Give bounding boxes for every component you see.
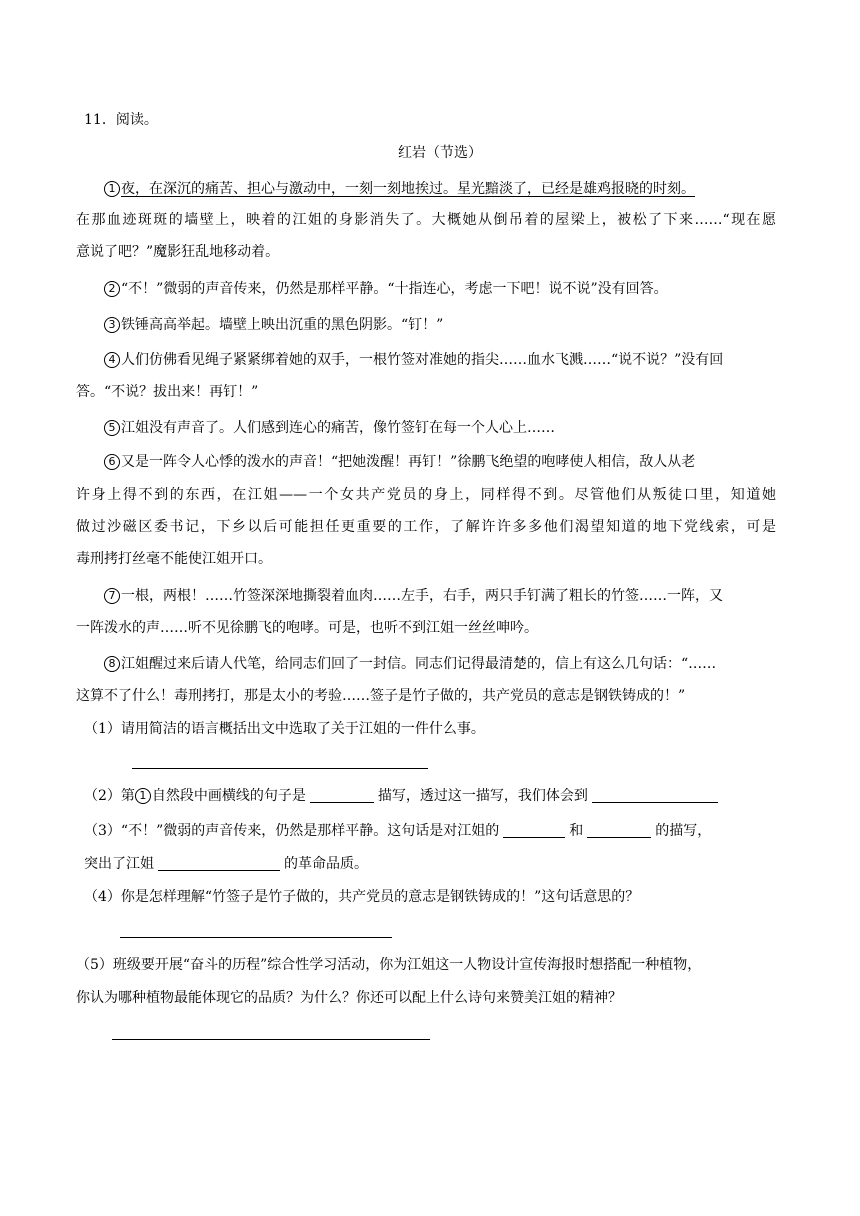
question-3-text-c: 的描写，: [655, 823, 712, 839]
paragraph-marker-1: 1: [104, 181, 120, 197]
paragraph-marker-3: 3: [104, 317, 120, 333]
answer-line-5[interactable]: [112, 1039, 430, 1040]
paragraph-1-line-2: 在那血迹斑斑的墙壁上，映着的江姐的身影消失了。大概她从倒吊着的屋梁上，被松了下来……“现在愿: [76, 212, 776, 228]
paragraph-marker-8: 8: [104, 656, 120, 672]
paragraph-2-text: “不！”微弱的声音传来，仍然是那样平静。“十指连心，考虑一下吧！说不说”没有回答。: [121, 281, 668, 297]
question-3-text-e: 的革命品质。: [284, 856, 368, 872]
paragraph-7-line-1: [104, 586, 723, 606]
passage-title: 红岩（节选）: [398, 145, 482, 161]
paragraph-3: [104, 315, 443, 335]
q2-blank-2[interactable]: [592, 788, 718, 803]
paragraph-6-line-1: [104, 452, 695, 472]
question-3-text-a: （3）“不！”微弱的声音传来，仍然是那样平静。这句话是对江姐的: [84, 823, 500, 839]
paragraph-marker-5: 5: [104, 420, 120, 436]
q3-blank-2[interactable]: [587, 823, 651, 838]
paragraph-7-line-2: 一阵泼水的声……听不见徐鹏飞的咆哮。可是，也听不到江姐一丝丝呻吟。: [76, 620, 538, 636]
paragraph-3-text: 铁锤高高举起。墙壁上映出沉重的黑色阴影。“钉！”: [121, 317, 444, 333]
question-5-line-2: 你认为哪种植物最能体现它的品质？为什么？你还可以配上什么诗句来赞美江姐的精神？: [76, 990, 622, 1006]
paragraph-8-line-1: [104, 654, 716, 674]
question-5-line-1: （5）班级要开展“奋斗的历程”综合性学习活动，你为江姐这一人物设计宣传海报时想搭配一种植物，: [76, 957, 702, 973]
question-3-text-d: 突出了江姐: [84, 856, 154, 872]
answer-line-1[interactable]: [132, 768, 428, 769]
paragraph-marker-6: 6: [104, 454, 120, 470]
paragraph-marker-7: 7: [104, 588, 120, 604]
question-2-prefix: （2）第: [84, 788, 135, 804]
question-2-paragraph-marker: 1: [135, 788, 151, 804]
paragraph-4-line-2: 答。“不说？拔出来！再钉！”: [76, 384, 259, 400]
paragraph-8-text: 江姐醒过来后请人代笔，给同志们回了一封信。同志们记得最清楚的，信上有这么几句话：“……: [121, 656, 717, 672]
question-1: （1）请用简洁的语言概括出文中选取了关于江姐的一件什么事。: [84, 721, 485, 737]
paragraph-6-line-3: 做过沙磁区委书记，下乡以后可能担任更重要的工作，了解许许多多他们渴望知道的地下党线索，可是: [76, 519, 776, 535]
paragraph-5-text: 江姐没有声音了。人们感到连心的痛苦，像竹签钉在每一个人心上……: [121, 420, 555, 436]
paragraph-6-text: 又是一阵令人心悸的泼水的声音！“把她泼醒！再钉！”徐鹏飞绝望的咆哮使人相信，敌人从老: [121, 454, 696, 470]
paragraph-6-line-4: 毒刑拷打丝毫不能使江姐开口。: [76, 551, 272, 567]
paragraph-marker-2: 2: [104, 281, 120, 297]
question-3-line-2: [84, 854, 368, 874]
question-2-text-a: 自然段中画横线的句子是: [151, 788, 306, 804]
paragraph-2: [104, 279, 668, 299]
paragraph-1-line-3: 意说了吧？”魔影狂乱地移动着。: [76, 244, 280, 260]
q2-blank-1[interactable]: [310, 788, 374, 803]
question-3-line-1: [84, 821, 711, 841]
underlined-sentence: 夜，在深沉的痛苦、担心与激动中，一刻一刻地挨过。星光黯淡了，已经是雄鸡报晓的时刻。: [121, 181, 695, 197]
paragraph-8-line-2: 这算不了什么！毒刑拷打，那是太小的考验……签子是竹子做的，共产党员的意志是钢铁铸成的！”: [76, 688, 686, 704]
paragraph-4-text: 人们仿佛看见绳子紧紧绑着她的双手，一根竹签对准她的指尖……血水飞溅……“说不说？”没有回: [121, 352, 724, 368]
q3-blank-3[interactable]: [158, 856, 280, 871]
paragraph-marker-4: 4: [104, 352, 120, 368]
paragraph-4-line-1: [104, 350, 776, 370]
question-3-text-b: 和: [569, 823, 584, 839]
paragraph-7-text: 一根，两根！……竹签深深地撕裂着血肉……左手，右手，两只手钉满了粗长的竹签……一阵，又: [121, 588, 723, 604]
question-4: （4）你是怎样理解“竹签子是竹子做的，共产党员的意志是钢铁铸成的！”这句话意思的？: [84, 889, 640, 905]
answer-line-4[interactable]: [120, 937, 392, 938]
q3-blank-1[interactable]: [503, 823, 565, 838]
question-2-text-b: 描写，透过这一描写，我们体会到: [377, 788, 588, 804]
paragraph-1-line-1: [104, 179, 695, 199]
paragraph-6-line-2: 许身上得不到的东西，在江姐——一个女共产党员的身上，同样得不到。尽管他们从叛徒口里，知道她: [76, 487, 776, 503]
question-number: 11．阅读。: [84, 112, 158, 128]
paragraph-5: [104, 418, 555, 438]
question-2: [84, 786, 722, 806]
